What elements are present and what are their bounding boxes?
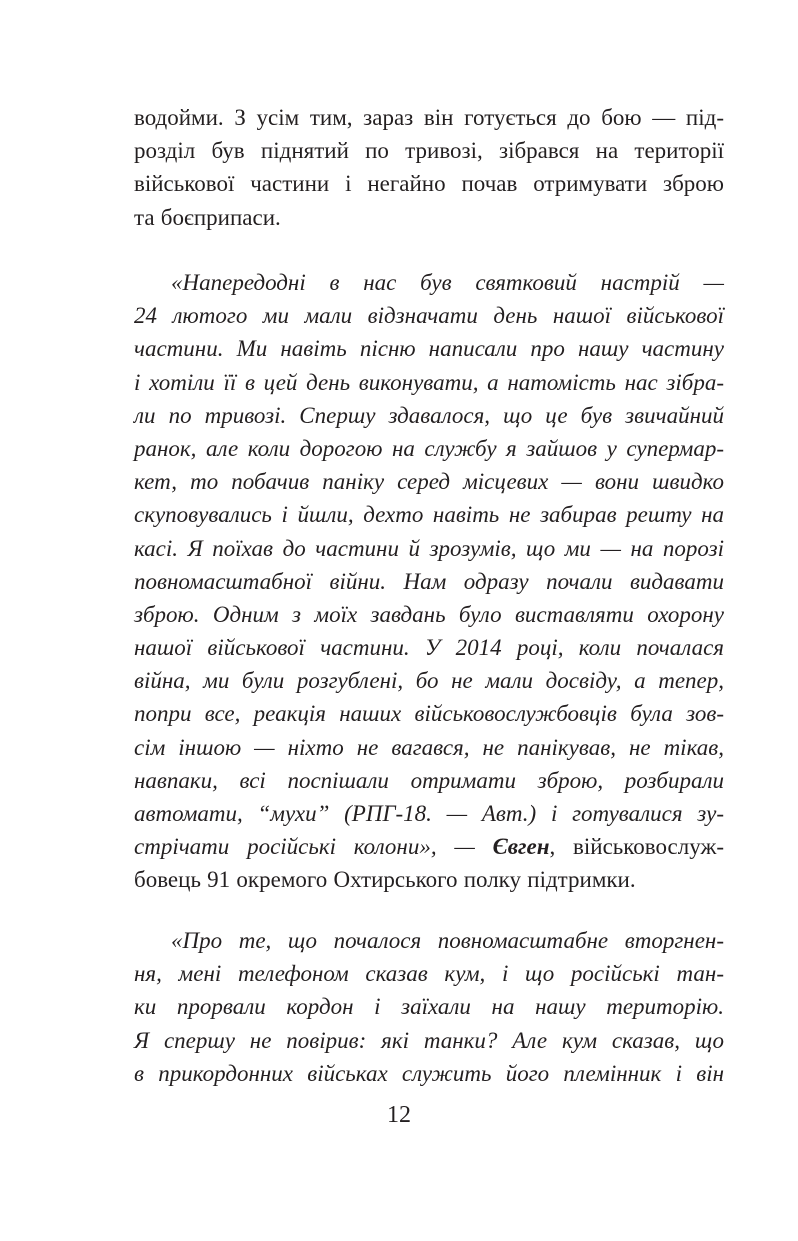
text-line: розділ був піднятий по тривозі, зібрався на території: [134, 138, 724, 164]
text-line: 24 лютого ми мали відзначати день нашої військової: [134, 303, 724, 329]
text-line: ранок, але коли дорогою на службу я зайшов у супермар-: [134, 435, 724, 461]
text-line: навпаки, всі поспішали отримати зброю, розбирали: [134, 767, 724, 793]
text-line-attribution: [134, 830, 724, 863]
text-line: «Напередодні в нас був святковий настрій —: [171, 270, 724, 295]
text-line: і хотіли її в цей день виконувати, а натомість нас зібра-: [134, 369, 724, 395]
text-line: та боєприпаси.: [134, 204, 281, 230]
text-line: Я спершу не повірив: які танки? Але кум сказав, що: [134, 1027, 724, 1053]
text-line: нашої військової частини. У 2014 році, коли почалася: [134, 635, 724, 661]
speaker-name: Євген: [492, 834, 550, 860]
paragraph-quote-second: [134, 924, 724, 1090]
page-number: 12: [387, 1102, 411, 1128]
text-line: повномасштабної війни. Нам одразу почали видавати: [134, 568, 724, 594]
text-line: ки прорвали кордон і заїхали на нашу територію.: [134, 994, 724, 1020]
text-line: автомати, “мухи” (РПГ-18. — Авт.) і готувалися зу-: [134, 801, 724, 826]
text-line: сім іншою — ніхто не вагався, не панікував, не тікав,: [134, 734, 724, 760]
text-line: кет, то побачив паніку серед місцевих — вони швидко: [134, 469, 724, 495]
text-line: бовець 91 окремого Охтирського полку підтримки.: [134, 867, 636, 893]
text-line: водойми. З усім тим, зараз він готується до бою — під-: [134, 105, 724, 130]
text-line: попри все, реакція наших військовослужбовців була зов-: [134, 701, 724, 727]
paragraph-quote-yevhen: [134, 266, 724, 897]
text-line: війна, ми були розгублені, бо не мали досвіду, а тепер,: [134, 668, 724, 694]
text-line: в прикордонних військах служить його племінник і він: [134, 1060, 724, 1086]
text-line: «Про те, що почалося повномасштабне вторгнен-: [171, 928, 724, 953]
text-line: частини. Ми навіть пісню написали про нашу частину: [134, 336, 724, 362]
text-line: ня, мені телефоном сказав кум, і що російські тан-: [134, 961, 724, 987]
text-line: скуповувались і йшли, дехто навіть не забирав решту на: [134, 502, 724, 528]
speaker-role: , військовослуж-: [549, 834, 724, 860]
text-line: ли по тривозі. Спершу здавалося, що це був звичайний: [134, 402, 724, 428]
text-line: зброю. Одним з моїх завдань було виставляти охорону: [134, 601, 724, 627]
text-line: касі. Я поїхав до частини й зрозумів, що ми — на порозі: [134, 535, 724, 561]
text-line: військової частини і негайно почав отримувати зброю: [134, 171, 724, 197]
paragraph-intro: [134, 101, 724, 234]
quote-end: стрічати російські колони», —: [134, 834, 493, 860]
